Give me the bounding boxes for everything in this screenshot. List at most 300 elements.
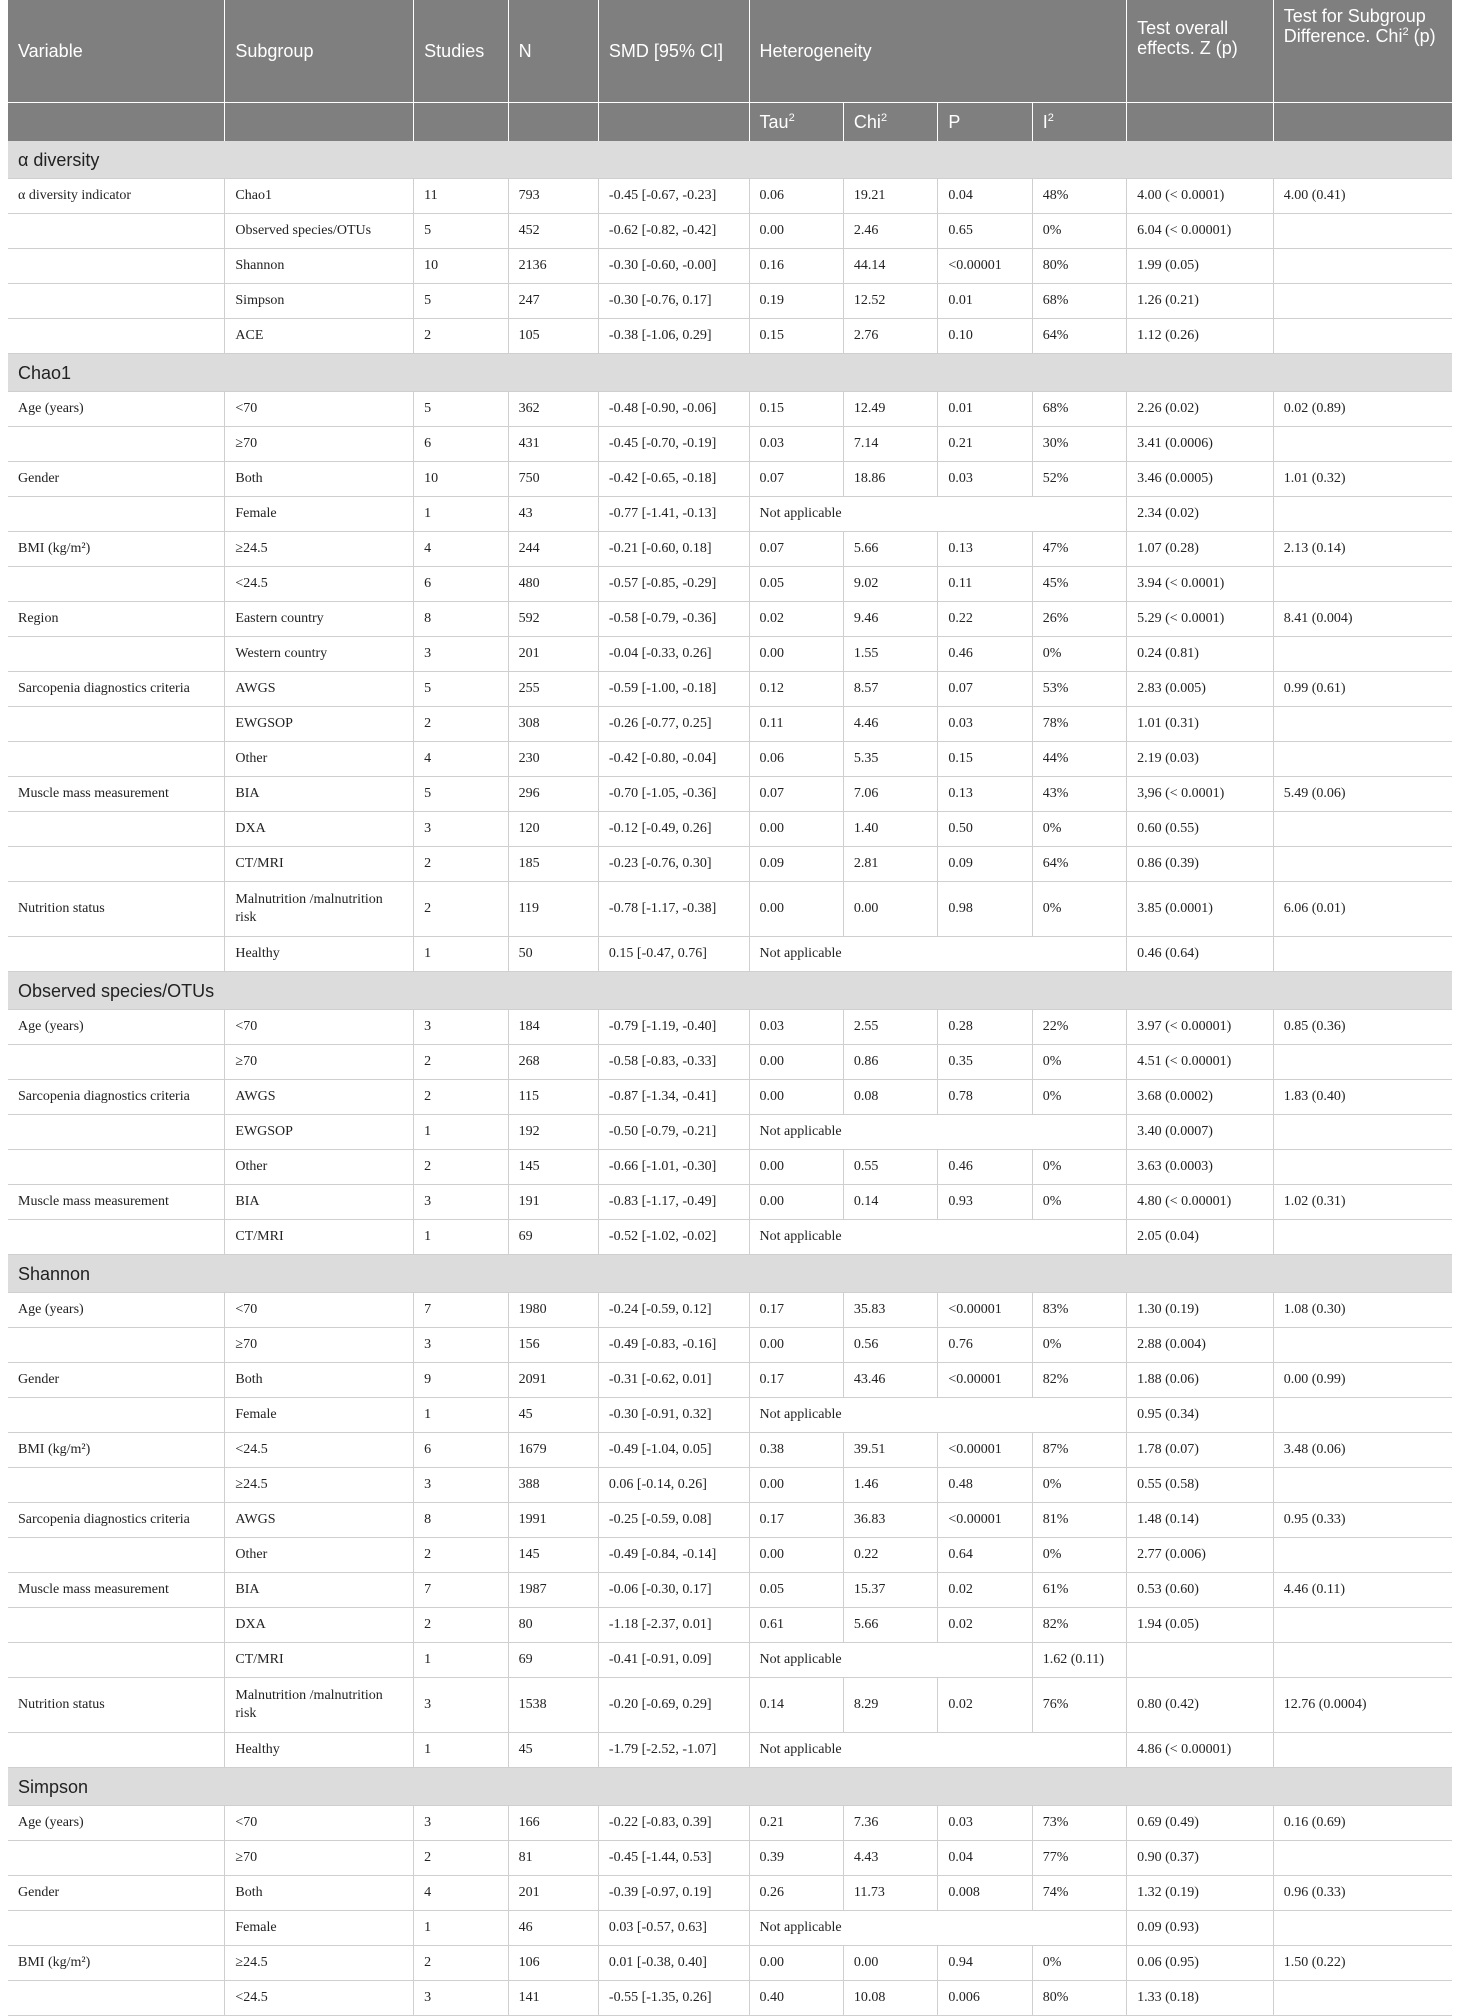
table-row (8, 1010, 1452, 1045)
cell-n: 244 (508, 532, 598, 567)
header-studies: Studies (414, 0, 508, 103)
cell-n: 2136 (508, 249, 598, 284)
cell-subgroup: ≥70 (225, 1328, 414, 1363)
cell-i2: 87% (1032, 1433, 1126, 1468)
cell-overall-effect: 2.34 (0.02) (1127, 497, 1274, 532)
cell-studies: 11 (414, 179, 508, 214)
table-row (8, 284, 1452, 319)
cell-n: 45 (508, 1398, 598, 1433)
cell-n: 201 (508, 1876, 598, 1911)
cell-chi: 0.55 (843, 1150, 937, 1185)
cell-n: 2091 (508, 1363, 598, 1398)
cell-n: 185 (508, 847, 598, 882)
table-row (8, 602, 1452, 637)
cell-chi: 43.46 (843, 1363, 937, 1398)
cell-n: 452 (508, 214, 598, 249)
cell-tau: 0.05 (749, 567, 843, 602)
cell-subgroup-difference: 12.76 (0.0004) (1273, 1678, 1452, 1733)
cell-tau: 0.00 (749, 637, 843, 672)
cell-n: 1538 (508, 1678, 598, 1733)
cell-p: 0.04 (938, 179, 1032, 214)
cell-subgroup: Eastern country (225, 602, 414, 637)
cell-i2: 68% (1032, 392, 1126, 427)
cell-studies: 2 (414, 847, 508, 882)
table-row (8, 812, 1452, 847)
cell-i2: 76% (1032, 1678, 1126, 1733)
cell-n: 750 (508, 462, 598, 497)
cell-studies: 4 (414, 1876, 508, 1911)
cell-i2: 73% (1032, 1806, 1126, 1841)
table-row (8, 392, 1452, 427)
cell-smd: -0.41 [-0.91, 0.09] (598, 1643, 749, 1678)
cell-subgroup: ≥24.5 (225, 532, 414, 567)
cell-tau: 0.09 (749, 847, 843, 882)
cell-p: 0.11 (938, 567, 1032, 602)
table-row (8, 707, 1452, 742)
cell-p: 0.64 (938, 1538, 1032, 1573)
cell-variable: Sarcopenia diagnostics criteria (8, 672, 225, 707)
cell-overall-effect: 1.32 (0.19) (1127, 1876, 1274, 1911)
cell-p: 0.008 (938, 1876, 1032, 1911)
cell-subgroup: ≥70 (225, 1841, 414, 1876)
table-row (8, 1733, 1452, 1768)
header-p: P (938, 103, 1032, 142)
cell-subgroup-difference (1273, 1115, 1452, 1150)
cell-tau: 0.21 (749, 1806, 843, 1841)
cell-studies: 4 (414, 742, 508, 777)
header-tau: Tau$^2$ (749, 103, 843, 142)
cell-tau: 0.03 (749, 1010, 843, 1045)
table-row (8, 1806, 1452, 1841)
cell-subgroup-difference: 1.50 (0.22) (1273, 1946, 1452, 1981)
cell-tau: 0.06 (749, 179, 843, 214)
cell-i2: 80% (1032, 249, 1126, 284)
cell-subgroup-difference: 3.48 (0.06) (1273, 1433, 1452, 1468)
cell-smd: -0.42 [-0.65, -0.18] (598, 462, 749, 497)
cell-tau: 0.40 (749, 1981, 843, 2016)
cell-studies: 3 (414, 1468, 508, 1503)
cell-tau: 0.26 (749, 1876, 843, 1911)
cell-subgroup-difference (1273, 567, 1452, 602)
table-row (8, 1293, 1452, 1328)
cell-chi: 12.52 (843, 284, 937, 319)
cell-chi: 36.83 (843, 1503, 937, 1538)
cell-subgroup-difference: 0.96 (0.33) (1273, 1876, 1452, 1911)
cell-p: <0.00001 (938, 249, 1032, 284)
table-row (8, 1538, 1452, 1573)
cell-overall-effect: 0.69 (0.49) (1127, 1806, 1274, 1841)
table-row (8, 1981, 1452, 2016)
cell-chi: 7.14 (843, 427, 937, 462)
cell-subgroup-difference: 4.00 (0.41) (1273, 179, 1452, 214)
cell-p: 0.50 (938, 812, 1032, 847)
cell-chi: 0.56 (843, 1328, 937, 1363)
cell-n: 141 (508, 1981, 598, 2016)
cell-n: 296 (508, 777, 598, 812)
header-variable: Variable (8, 0, 225, 103)
cell-studies: 3 (414, 1981, 508, 2016)
cell-tau: 0.03 (749, 427, 843, 462)
cell-studies: 10 (414, 462, 508, 497)
header-subgroup-difference: Test for Subgroup Difference. Chi$^2$ (p) (1273, 0, 1452, 103)
cell-studies: 2 (414, 1080, 508, 1115)
cell-subgroup: EWGSOP (225, 707, 414, 742)
cell-smd: -0.77 [-1.41, -0.13] (598, 497, 749, 532)
cell-p: 0.94 (938, 1946, 1032, 1981)
table-row (8, 1468, 1452, 1503)
cell-variable (8, 1643, 225, 1678)
cell-studies: 8 (414, 1503, 508, 1538)
cell-subgroup-difference: 0.02 (0.89) (1273, 392, 1452, 427)
section-header-row (8, 1255, 1452, 1293)
cell-heterogeneity-na: Not applicable (749, 1643, 1032, 1678)
cell-chi: 0.00 (843, 1946, 937, 1981)
cell-n: 145 (508, 1538, 598, 1573)
cell-subgroup-difference (1273, 427, 1452, 462)
table-row (8, 214, 1452, 249)
header-chi: Chi$^2$ (843, 103, 937, 142)
cell-n: 793 (508, 179, 598, 214)
table-row (8, 1220, 1452, 1255)
cell-chi: 10.08 (843, 1981, 937, 2016)
cell-n: 184 (508, 1010, 598, 1045)
cell-smd: -0.42 [-0.80, -0.04] (598, 742, 749, 777)
cell-smd: 0.06 [-0.14, 0.26] (598, 1468, 749, 1503)
cell-i2: 77% (1032, 1841, 1126, 1876)
cell-subgroup: Chao1 (225, 179, 414, 214)
cell-variable: Sarcopenia diagnostics criteria (8, 1503, 225, 1538)
table-row (8, 1573, 1452, 1608)
cell-chi: 4.43 (843, 1841, 937, 1876)
cell-smd: -0.66 [-1.01, -0.30] (598, 1150, 749, 1185)
cell-studies: 2 (414, 882, 508, 937)
cell-subgroup: AWGS (225, 1503, 414, 1538)
table-row (8, 1503, 1452, 1538)
cell-p: 0.35 (938, 1045, 1032, 1080)
cell-p: 0.98 (938, 882, 1032, 937)
cell-overall-effect: 0.24 (0.81) (1127, 637, 1274, 672)
cell-subgroup-difference (1273, 249, 1452, 284)
cell-subgroup-difference (1273, 707, 1452, 742)
table-row (8, 1608, 1452, 1643)
cell-p: 0.15 (938, 742, 1032, 777)
header-n: N (508, 0, 598, 103)
cell-i2: 53% (1032, 672, 1126, 707)
cell-studies: 2 (414, 1538, 508, 1573)
cell-studies: 3 (414, 1328, 508, 1363)
section-header-row (8, 972, 1452, 1010)
header-heterogeneity: Heterogeneity (749, 0, 1127, 103)
cell-studies: 5 (414, 392, 508, 427)
cell-variable: Region (8, 602, 225, 637)
header-i2: $I^2$ (1032, 103, 1126, 142)
cell-p: 0.65 (938, 214, 1032, 249)
cell-i2: 64% (1032, 847, 1126, 882)
cell-subgroup: <70 (225, 1293, 414, 1328)
cell-subgroup: Female (225, 1398, 414, 1433)
cell-variable: Age (years) (8, 392, 225, 427)
table-row (8, 567, 1452, 602)
cell-subgroup: Malnutrition /malnutrition risk (225, 1678, 414, 1733)
cell-subgroup: CT/MRI (225, 1643, 414, 1678)
cell-p: 0.07 (938, 672, 1032, 707)
cell-i2: 80% (1032, 1981, 1126, 2016)
cell-overall-effect: 3,96 (< 0.0001) (1127, 777, 1274, 812)
cell-i2: 83% (1032, 1293, 1126, 1328)
cell-studies: 3 (414, 1806, 508, 1841)
cell-p: <0.00001 (938, 1503, 1032, 1538)
cell-n: 592 (508, 602, 598, 637)
section-header-row (8, 354, 1452, 392)
cell-chi: 5.35 (843, 742, 937, 777)
section-title: Observed species/OTUs (8, 972, 1452, 1010)
cell-variable (8, 284, 225, 319)
cell-chi: 35.83 (843, 1293, 937, 1328)
cell-smd: -0.78 [-1.17, -0.38] (598, 882, 749, 937)
cell-studies: 4 (414, 532, 508, 567)
cell-chi: 0.86 (843, 1045, 937, 1080)
cell-heterogeneity-na: Not applicable (749, 1220, 1127, 1255)
table-row (8, 1876, 1452, 1911)
cell-subgroup: Female (225, 497, 414, 532)
cell-n: 1991 (508, 1503, 598, 1538)
cell-i2: 1.62 (0.11) (1032, 1643, 1126, 1678)
cell-chi: 9.46 (843, 602, 937, 637)
subheader-row (8, 103, 1452, 142)
table-row (8, 1150, 1452, 1185)
cell-subgroup: Both (225, 1876, 414, 1911)
table-container (8, 0, 1452, 2016)
cell-studies: 5 (414, 284, 508, 319)
header-subgroup-difference-chi: Chi (1375, 26, 1403, 46)
cell-overall-effect: 1.48 (0.14) (1127, 1503, 1274, 1538)
cell-subgroup-difference (1273, 637, 1452, 672)
section-header-row (8, 1768, 1452, 1806)
cell-studies: 2 (414, 1608, 508, 1643)
cell-chi: 5.66 (843, 1608, 937, 1643)
cell-chi: 44.14 (843, 249, 937, 284)
cell-subgroup-difference: 1.01 (0.32) (1273, 462, 1452, 497)
cell-studies: 6 (414, 1433, 508, 1468)
cell-studies: 3 (414, 637, 508, 672)
table-row (8, 1398, 1452, 1433)
cell-subgroup: Simpson (225, 284, 414, 319)
cell-i2: 74% (1032, 1876, 1126, 1911)
cell-subgroup: CT/MRI (225, 847, 414, 882)
cell-i2: 68% (1032, 284, 1126, 319)
table-row (8, 1045, 1452, 1080)
cell-p: 0.13 (938, 777, 1032, 812)
cell-studies: 8 (414, 602, 508, 637)
cell-overall-effect: 1.88 (0.06) (1127, 1363, 1274, 1398)
header-subgroup: Subgroup (225, 0, 414, 103)
cell-i2: 0% (1032, 637, 1126, 672)
cell-subgroup-difference (1273, 1328, 1452, 1363)
cell-subgroup: <24.5 (225, 567, 414, 602)
cell-overall-effect: 0.86 (0.39) (1127, 847, 1274, 882)
cell-studies: 10 (414, 249, 508, 284)
cell-smd: -0.30 [-0.76, 0.17] (598, 284, 749, 319)
cell-tau: 0.00 (749, 1150, 843, 1185)
cell-overall-effect: 6.04 (< 0.00001) (1127, 214, 1274, 249)
cell-overall-effect: 2.77 (0.006) (1127, 1538, 1274, 1573)
cell-tau: 0.19 (749, 284, 843, 319)
cell-studies: 5 (414, 214, 508, 249)
cell-variable: BMI (kg/m²) (8, 532, 225, 567)
cell-n: 388 (508, 1468, 598, 1503)
cell-chi: 2.55 (843, 1010, 937, 1045)
cell-subgroup-difference (1273, 284, 1452, 319)
cell-p: 0.006 (938, 1981, 1032, 2016)
cell-chi: 19.21 (843, 179, 937, 214)
cell-tau: 0.00 (749, 214, 843, 249)
cell-subgroup: DXA (225, 1608, 414, 1643)
cell-overall-effect: 5.29 (< 0.0001) (1127, 602, 1274, 637)
cell-smd: -0.24 [-0.59, 0.12] (598, 1293, 749, 1328)
cell-smd: -0.58 [-0.79, -0.36] (598, 602, 749, 637)
cell-heterogeneity-na: Not applicable (749, 497, 1127, 532)
cell-chi: 9.02 (843, 567, 937, 602)
table-row (8, 179, 1452, 214)
cell-studies: 2 (414, 1841, 508, 1876)
cell-overall-effect: 4.86 (< 0.00001) (1127, 1733, 1274, 1768)
cell-subgroup-difference (1273, 1468, 1452, 1503)
cell-tau: 0.07 (749, 777, 843, 812)
cell-subgroup: ACE (225, 319, 414, 354)
table-row (8, 1841, 1452, 1876)
cell-studies: 2 (414, 1946, 508, 1981)
cell-variable: Nutrition status (8, 882, 225, 937)
cell-subgroup-difference (1273, 1643, 1452, 1678)
cell-overall-effect: 3.41 (0.0006) (1127, 427, 1274, 462)
cell-i2: 43% (1032, 777, 1126, 812)
cell-variable: Age (years) (8, 1806, 225, 1841)
cell-p: 0.28 (938, 1010, 1032, 1045)
cell-smd: -0.79 [-1.19, -0.40] (598, 1010, 749, 1045)
cell-smd: -0.45 [-1.44, 0.53] (598, 1841, 749, 1876)
cell-smd: -0.45 [-0.70, -0.19] (598, 427, 749, 462)
cell-variable (8, 742, 225, 777)
cell-n: 81 (508, 1841, 598, 1876)
cell-p: <0.00001 (938, 1363, 1032, 1398)
cell-subgroup-difference: 0.16 (0.69) (1273, 1806, 1452, 1841)
cell-subgroup-difference: 8.41 (0.004) (1273, 602, 1452, 637)
cell-overall-effect: 0.55 (0.58) (1127, 1468, 1274, 1503)
cell-variable: Muscle mass measurement (8, 1185, 225, 1220)
cell-overall-effect: 1.07 (0.28) (1127, 532, 1274, 567)
cell-n: 191 (508, 1185, 598, 1220)
cell-variable (8, 812, 225, 847)
cell-i2: 22% (1032, 1010, 1126, 1045)
cell-subgroup: ≥24.5 (225, 1468, 414, 1503)
cell-smd: -0.87 [-1.34, -0.41] (598, 1080, 749, 1115)
cell-subgroup: Western country (225, 637, 414, 672)
cell-studies: 6 (414, 567, 508, 602)
cell-overall-effect: 0.46 (0.64) (1127, 937, 1274, 972)
cell-p: 0.78 (938, 1080, 1032, 1115)
table-row (8, 1115, 1452, 1150)
cell-subgroup-difference: 0.99 (0.61) (1273, 672, 1452, 707)
cell-studies: 1 (414, 1911, 508, 1946)
cell-smd: -0.04 [-0.33, 0.26] (598, 637, 749, 672)
cell-overall-effect: 0.95 (0.34) (1127, 1398, 1274, 1433)
cell-overall-effect: 4.80 (< 0.00001) (1127, 1185, 1274, 1220)
cell-tau: 0.00 (749, 1080, 843, 1115)
cell-chi: 2.76 (843, 319, 937, 354)
cell-tau: 0.61 (749, 1608, 843, 1643)
cell-subgroup: ≥70 (225, 427, 414, 462)
table-row (8, 882, 1452, 937)
cell-subgroup: Other (225, 742, 414, 777)
cell-tau: 0.15 (749, 319, 843, 354)
cell-smd: -0.23 [-0.76, 0.30] (598, 847, 749, 882)
cell-variable (8, 847, 225, 882)
cell-n: 1679 (508, 1433, 598, 1468)
cell-studies: 3 (414, 1678, 508, 1733)
cell-subgroup: Observed species/OTUs (225, 214, 414, 249)
cell-smd: -0.59 [-1.00, -0.18] (598, 672, 749, 707)
cell-p: <0.00001 (938, 1433, 1032, 1468)
cell-tau: 0.11 (749, 707, 843, 742)
cell-variable: Gender (8, 1363, 225, 1398)
cell-subgroup: Healthy (225, 1733, 414, 1768)
cell-subgroup-difference (1273, 1220, 1452, 1255)
cell-tau: 0.16 (749, 249, 843, 284)
table-row (8, 777, 1452, 812)
cell-studies: 2 (414, 707, 508, 742)
cell-chi: 0.22 (843, 1538, 937, 1573)
cell-tau: 0.00 (749, 1946, 843, 1981)
table-row (8, 937, 1452, 972)
cell-studies: 3 (414, 812, 508, 847)
cell-variable (8, 427, 225, 462)
cell-p: 0.93 (938, 1185, 1032, 1220)
cell-studies: 2 (414, 319, 508, 354)
cell-subgroup-difference (1273, 742, 1452, 777)
cell-tau: 0.00 (749, 1538, 843, 1573)
table-row (8, 637, 1452, 672)
cell-smd: -1.18 [-2.37, 0.01] (598, 1608, 749, 1643)
cell-smd: -0.83 [-1.17, -0.49] (598, 1185, 749, 1220)
cell-subgroup-difference (1273, 214, 1452, 249)
cell-studies: 1 (414, 1643, 508, 1678)
cell-subgroup: Both (225, 462, 414, 497)
cell-smd: -0.52 [-1.02, -0.02] (598, 1220, 749, 1255)
cell-variable: Nutrition status (8, 1678, 225, 1733)
cell-p: 0.46 (938, 637, 1032, 672)
cell-n: 201 (508, 637, 598, 672)
cell-variable: BMI (kg/m²) (8, 1433, 225, 1468)
cell-p: 0.46 (938, 1150, 1032, 1185)
cell-p: 0.01 (938, 284, 1032, 319)
cell-n: 80 (508, 1608, 598, 1643)
cell-n: 166 (508, 1806, 598, 1841)
cell-smd: -0.21 [-0.60, 0.18] (598, 532, 749, 567)
cell-studies: 1 (414, 937, 508, 972)
cell-n: 230 (508, 742, 598, 777)
cell-subgroup: Malnutrition /malnutrition risk (225, 882, 414, 937)
header-subgroup-difference-label: Test for Subgroup Difference. (1283, 6, 1426, 46)
cell-p: 0.03 (938, 1806, 1032, 1841)
cell-i2: 0% (1032, 1045, 1126, 1080)
cell-n: 480 (508, 567, 598, 602)
cell-chi: 15.37 (843, 1573, 937, 1608)
cell-subgroup: AWGS (225, 672, 414, 707)
cell-chi: 0.08 (843, 1080, 937, 1115)
cell-p: 0.01 (938, 392, 1032, 427)
cell-i2: 82% (1032, 1608, 1126, 1643)
cell-subgroup-difference (1273, 1911, 1452, 1946)
